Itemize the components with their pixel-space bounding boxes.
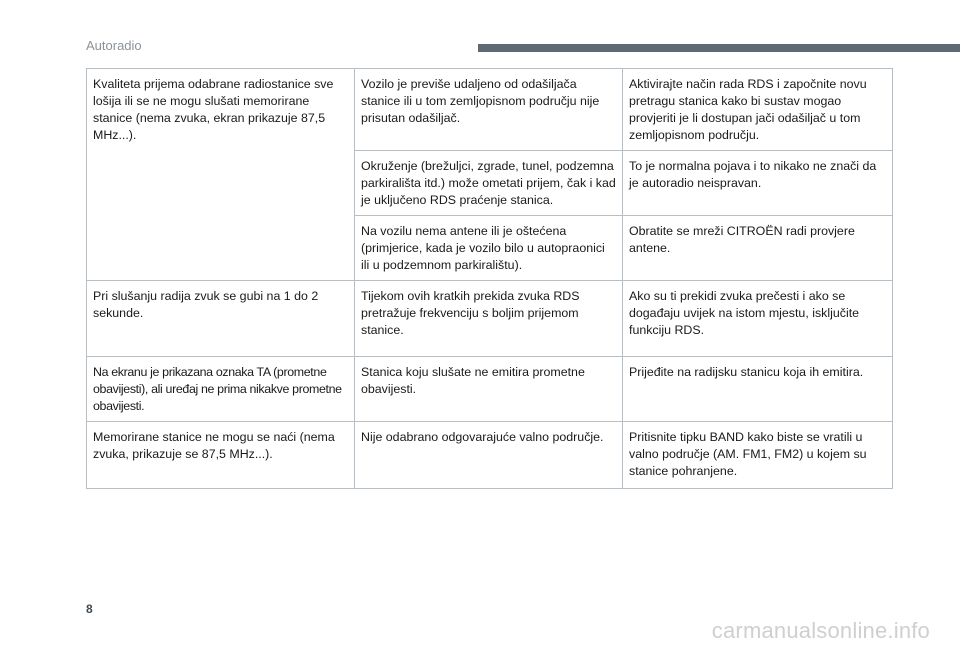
cause-cell: Tijekom ovih kratkih prekida zvuka RDS pretražuje frekvenciju s boljim prijemom stanice. <box>355 281 623 357</box>
problem-cell: Kvaliteta prijema odabrane radiostanice sve lošija ili se ne mogu slušati memorirane stanice (nema zvuka, ekran prikazuje 87,5 MHz...). <box>87 69 355 281</box>
watermark: carmanualsonline.info <box>711 618 930 643</box>
problem-cell: Pri slušanju radija zvuk se gubi na 1 do 2 sekunde. <box>87 281 355 357</box>
solution-cell: Aktivirajte način rada RDS i započnite novu pretragu stanica kako bi sustav mogao provjeriti je li dostupan jači odašiljač u tom zemljopisnom području. <box>623 69 893 151</box>
cause-cell: Na vozilu nema antene ili je oštećena (primjerice, kada je vozilo bilo u autopraonici ili u podzemnom parkiralištu). <box>355 216 623 281</box>
page-number: 8 <box>86 602 93 616</box>
section-title: Autoradio <box>86 38 142 53</box>
problem-cell: Memorirane stanice ne mogu se naći (nema zvuka, prikazuje se 87,5 MHz...). <box>87 422 355 489</box>
problem-cell: Na ekranu je prikazana oznaka TA (prometne obavijesti), ali uređaj ne prima nikakve prometne obavijesti. <box>87 357 355 422</box>
cause-cell: Nije odabrano odgovarajuće valno područje. <box>355 422 623 489</box>
solution-cell: Ako su ti prekidi zvuka prečesti i ako se događaju uvijek na istom mjestu, isključite funkciju RDS. <box>623 281 893 357</box>
solution-cell: Obratite se mreži CITROËN radi provjere antene. <box>623 216 893 281</box>
table-row <box>87 422 893 489</box>
table-row <box>87 69 893 151</box>
table-row <box>87 357 893 422</box>
cause-cell: Vozilo je previše udaljeno od odašiljača stanice ili u tom zemljopisnom području nije prisutan odašiljač. <box>355 69 623 151</box>
solution-cell: To je normalna pojava i to nikako ne znači da je autoradio neispravan. <box>623 151 893 216</box>
table-row <box>87 281 893 357</box>
cause-cell: Stanica koju slušate ne emitira prometne obavijesti. <box>355 357 623 422</box>
troubleshooting-table <box>86 68 893 489</box>
header-divider-bar <box>478 44 960 52</box>
solution-cell: Prijeđite na radijsku stanicu koja ih emitira. <box>623 357 893 422</box>
cause-cell: Okruženje (brežuljci, zgrade, tunel, podzemna parkirališta itd.) može ometati prijem, čak i kad je uključeno RDS praćenje stanica. <box>355 151 623 216</box>
solution-cell: Pritisnite tipku BAND kako biste se vratili u valno područje (AM. FM1, FM2) u kojem su stanice pohranjene. <box>623 422 893 489</box>
